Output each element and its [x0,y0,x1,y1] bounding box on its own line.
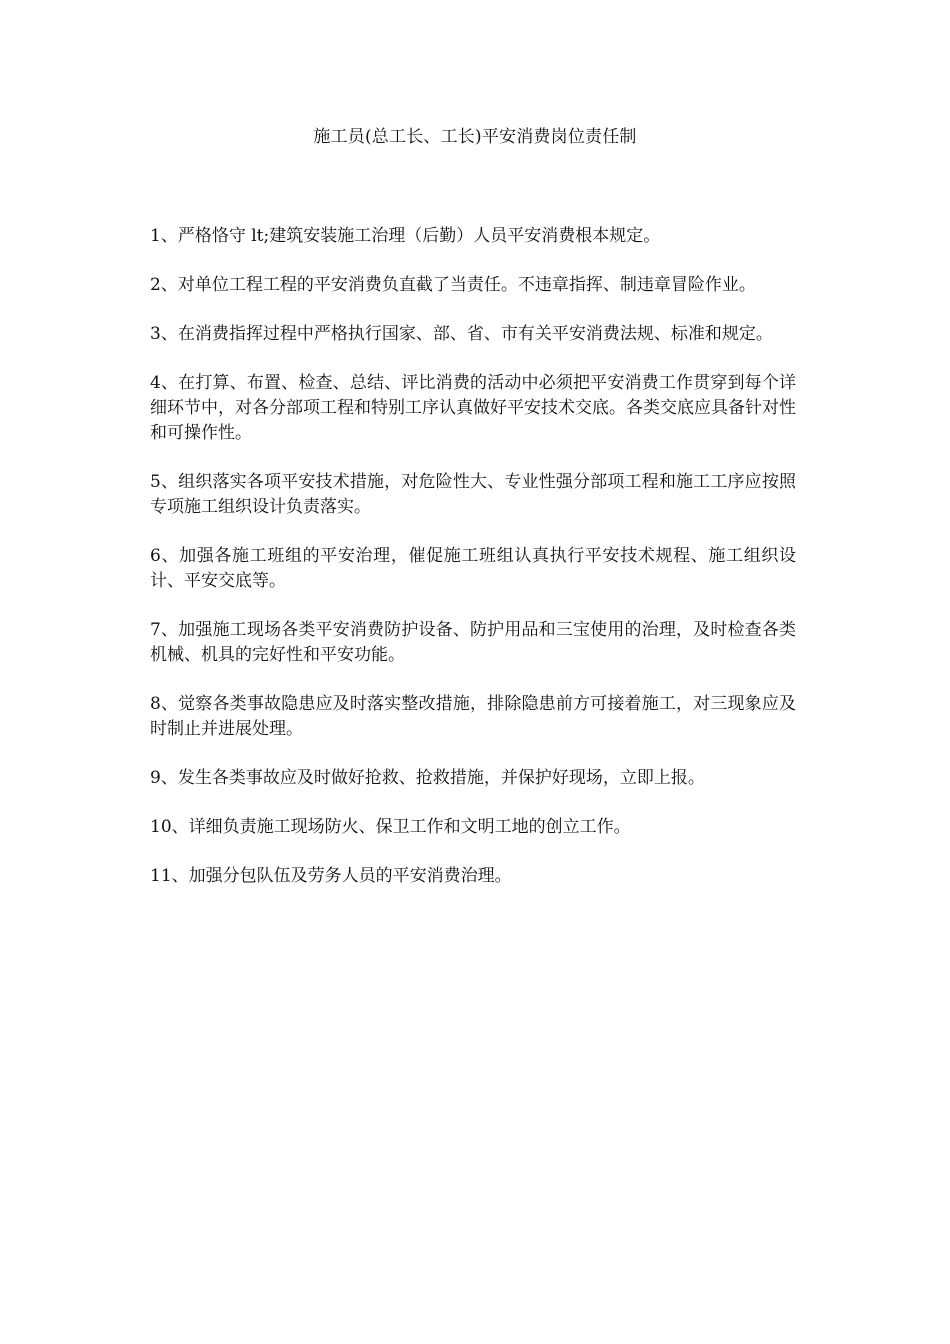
list-item: 2、对单位工程工程的平安消费负直截了当责任。不违章指挥、制违章冒险作业。 [150,275,756,295]
list-item: 8、觉察各类事故隐患应及时落实整改措施，排除隐患前方可接着施工，对三现象应及时制止并进展处理。 [150,694,796,739]
list-item: 5、组织落实各项平安技术措施，对危险性大、专业性强分部项工程和施工工序应按照专项施工组织设计负责落实。 [150,472,796,517]
list-item: 11、加强分包队伍及劳务人员的平安消费治理。 [150,866,512,886]
list-item: 6、加强各施工班组的平安治理，催促施工班组认真执行平安技术规程、施工组织设计、平安交底等。 [150,546,796,591]
list-item: 7、加强施工现场各类平安消费防护设备、防护用品和三宝使用的治理，及时检查各类机械、机具的完好性和平安功能。 [150,620,796,665]
list-item: 1、严格恪守 lt;建筑安装施工治理（后勤）人员平安消费根本规定。 [150,226,661,246]
list-item: 4、在打算、布置、检查、总结、评比消费的活动中必须把平安消费工作贯穿到每个详细环节中，对各分部项工程和特别工序认真做好平安技术交底。各类交底应具备针对性和可操作性。 [150,373,796,443]
document-title: 施工员(总工长、工长)平安消费岗位责任制 [313,127,637,147]
list-item: 9、发生各类事故应及时做好抢救、抢救措施，并保护好现场，立即上报。 [150,768,705,788]
list-item: 3、在消费指挥过程中严格执行国家、部、省、市有关平安消费法规、标准和规定。 [150,324,773,344]
responsibility-list [150,224,796,913]
list-item: 10、详细负责施工现场防火、保卫工作和文明工地的创立工作。 [150,817,631,837]
